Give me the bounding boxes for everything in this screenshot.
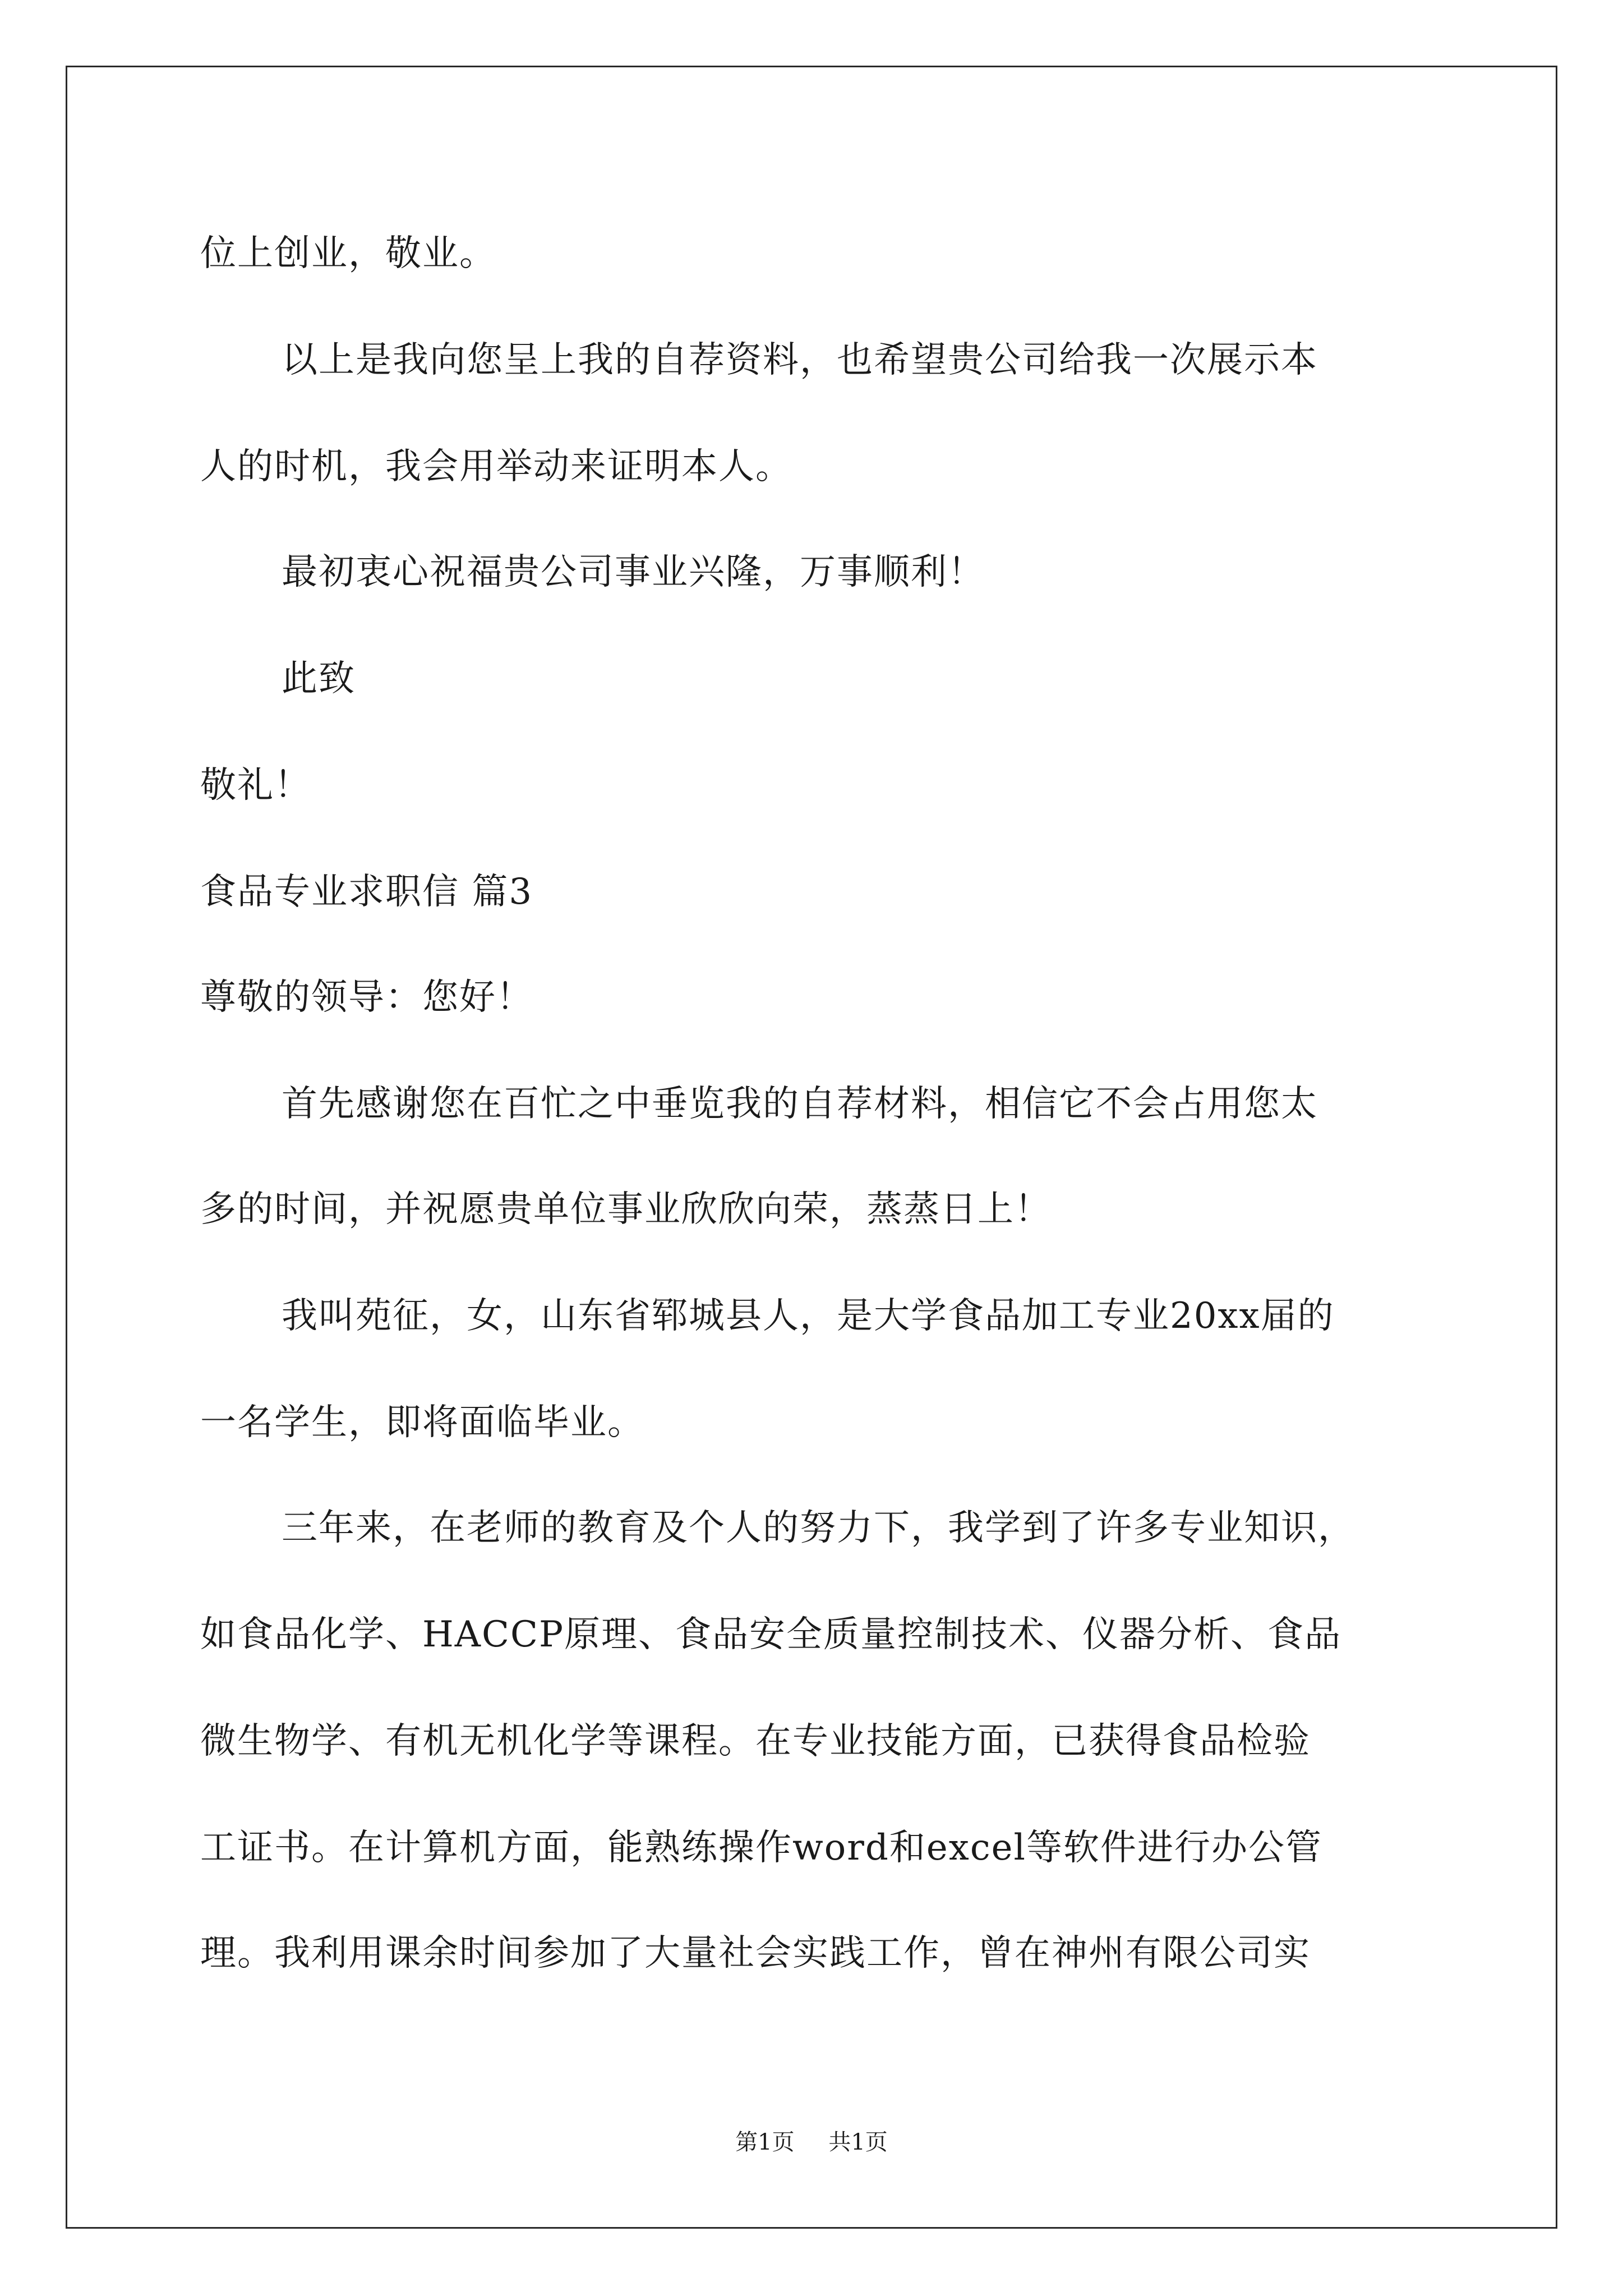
body-line-1: 位上创业，敬业。 [200, 233, 496, 274]
page-footer [0, 2131, 1623, 2154]
body-line-11: 我叫苑征，女，山东省郓城县人，是大学食品加工专业20xx届的 [282, 1295, 1335, 1337]
page-border [66, 66, 1557, 2229]
body-line-2: 以上是我向您呈上我的自荐资料，也希望贵公司给我一次展示本 [282, 339, 1318, 381]
body-line-13: 三年来，在老师的教育及个人的努力下，我学到了许多专业知识， [282, 1507, 1355, 1549]
page-number-total: 共1页 [828, 2129, 888, 2155]
body-line-15: 微生物学、有机无机化学等课程。在专业技能方面，已获得食品检验 [200, 1720, 1311, 1762]
body-line-3: 人的时机，我会用举动来证明本人。 [200, 446, 792, 487]
body-line-17: 理。我利用课余时间参加了大量社会实践工作，曾在神州有限公司实 [200, 1932, 1311, 1974]
closing-respect: 敬礼！ [200, 765, 311, 806]
salutation-closing: 此致 [282, 658, 356, 700]
body-line-14: 如食品化学、HACCP原理、食品安全质量控制技术、仪器分析、食品 [200, 1614, 1342, 1655]
greeting: 尊敬的领导：您好！ [200, 977, 533, 1018]
body-line-4: 最初衷心祝福贵公司事业兴隆，万事顺利！ [282, 551, 985, 593]
body-line-10: 多的时间，并祝愿贵单位事业欣欣向荣，蒸蒸日上！ [200, 1189, 1052, 1230]
body-line-16: 工证书。在计算机方面，能熟练操作word和excel等软件进行办公管 [200, 1827, 1323, 1869]
body-line-9: 首先感谢您在百忙之中垂览我的自荐材料，相信它不会占用您太 [282, 1083, 1318, 1125]
body-line-12: 一名学生，即将面临毕业。 [200, 1402, 644, 1443]
section-heading: 食品专业求职信 篇3 [200, 871, 533, 913]
page-number-current: 第1页 [735, 2129, 795, 2155]
